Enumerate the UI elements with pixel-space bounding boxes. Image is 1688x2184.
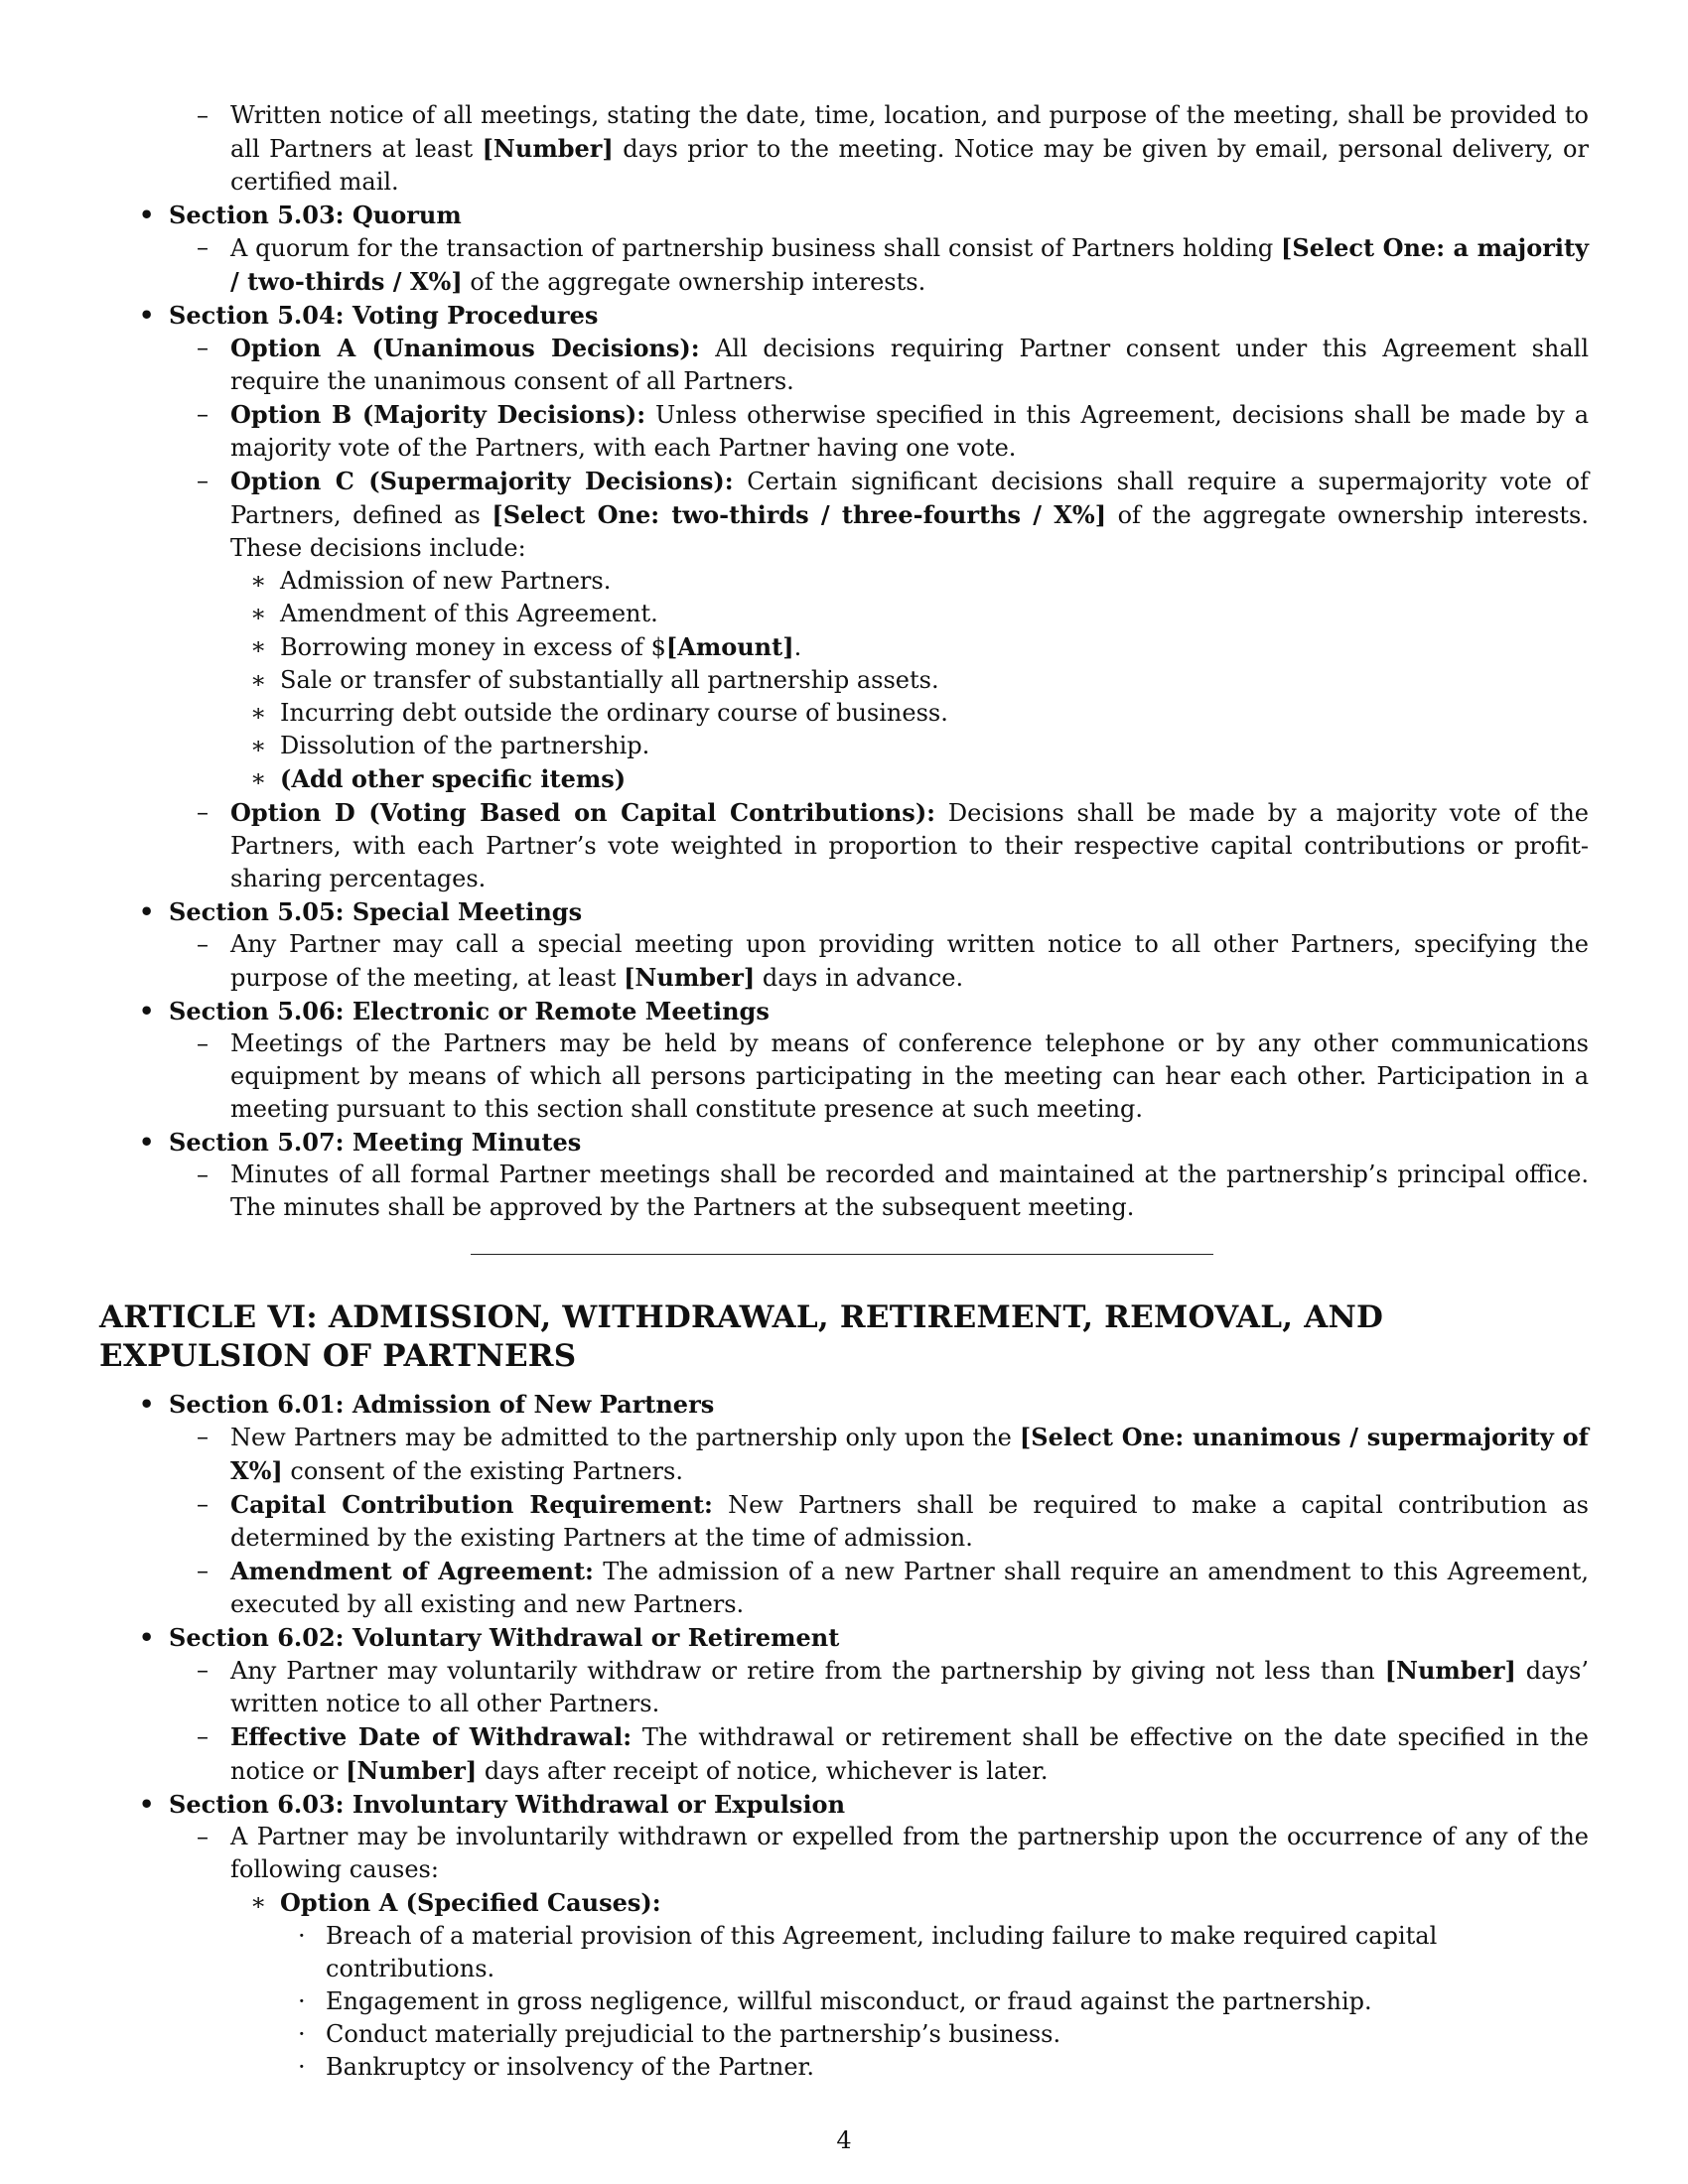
sub-list-item: ∗ Sale or transfer of substantially all partnership assets.	[250, 666, 939, 694]
list-item: – A quorum for the transaction of partnership business shall consist of Partners holding [Select One: a majority / two-thirds / X%] of the aggregate ownership interests.	[197, 233, 1590, 296]
sub-list-item: ∗ Borrowing money in excess of $[Amount].	[250, 632, 802, 661]
section-heading: • Section 6.02: Voluntary Withdrawal or Retirement	[139, 1623, 840, 1652]
horizontal-rule	[471, 1254, 1213, 1255]
section-heading: • Section 5.04: Voting Procedures	[139, 301, 599, 330]
list-item: – Option D (Voting Based on Capital Contributions): Decisions shall be made by a majority vote of the Partners, with each Partner’s vote weighted in proportion to their respective capital contributions or profit-sharing percentages.	[197, 798, 1589, 892]
dash-marker: –	[197, 101, 209, 129]
list-item: – Minutes of all formal Partner meetings shall be recorded and maintained at the partnership’s principal office. The minutes shall be approved by the Partners at the subsequent meeting.	[197, 1160, 1589, 1221]
section-heading: • Section 5.05: Special Meetings	[139, 897, 583, 926]
placeholder: [Number]	[1384, 1656, 1516, 1685]
placeholder: [Number]	[346, 1756, 478, 1785]
section-heading: • Section 5.07: Meeting Minutes	[139, 1128, 582, 1157]
cause-item: · Engagement in gross negligence, willful misconduct, or fraud against the partnership.	[298, 1987, 1372, 2015]
page-number: 4	[836, 2126, 852, 2154]
sub-list-item: ∗ Amendment of this Agreement.	[250, 600, 658, 627]
sub-list-item: ∗ Dissolution of the partnership.	[250, 732, 650, 759]
list-item: – Meetings of the Partners may be held by means of conference telephone or by any other communications equipment by means of which all persons participating in the meeting can hear each other. Participation in a meeting pursuant to this section shall constitute presence at such meeting.	[197, 1029, 1589, 1123]
list-item: – Written notice of all meetings, stating the date, time, location, and purpose of the meeting, shall be provided to all Partners at least [Number] days prior to the meeting. Notice may be given by email, personal delivery, or certified mail.	[197, 101, 1589, 196]
sub-list-item: ∗ Option A (Specified Causes):	[250, 1888, 661, 1917]
list-item: – Any Partner may call a special meeting upon providing written notice to all other Partners, specifying the purpose of the meeting, at least [Number] days in advance.	[197, 930, 1589, 992]
article-heading: ARTICLE VI: ADMISSION, WITHDRAWAL, RETIREMENT, REMOVAL, AND EXPULSION OF PARTNERS	[99, 1299, 1384, 1374]
document-page	[99, 99, 1589, 2084]
placeholder: [Number]	[482, 134, 614, 163]
sub-list-item: ∗ (Add other specific items)	[250, 764, 627, 793]
list-item: – Option B (Majority Decisions): Unless otherwise specified in this Agreement, decisions shall be made by a majority vote of the Partners, with each Partner having one vote.	[197, 400, 1589, 462]
placeholder: [Amount]	[665, 632, 794, 661]
placeholder: [Select One: two-thirds / three-fourths / X%]	[492, 500, 1107, 529]
cause-item: · Breach of a material provision of this Agreement, including failure to make required capital contributions.	[298, 1922, 1438, 1982]
sub-list-item: ∗ Incurring debt outside the ordinary course of business.	[250, 699, 948, 727]
list-item: – Any Partner may voluntarily withdraw or retire from the partnership by giving not less than [Number] days’ written notice to all other Partners.	[197, 1656, 1589, 1717]
sub-list-item: ∗ Admission of new Partners.	[99, 565, 1589, 598]
list-item: – Amendment of Agreement: The admission of a new Partner shall require an amendment to this Agreement, executed by all existing and new Partners.	[197, 1557, 1590, 1618]
list-item: – A Partner may be involuntarily withdrawn or expelled from the partnership upon the occurrence of any of the following causes:	[197, 1823, 1589, 1883]
placeholder: [Number]	[624, 963, 756, 992]
list-item: – New Partners may be admitted to the partnership only upon the [Select One: unanimous / supermajority of X%] consent of the existing Partners.	[197, 1423, 1589, 1485]
star-marker: ∗	[250, 567, 267, 595]
placeholder: [Select One: unanimous / supermajority of X%]	[230, 1423, 1589, 1485]
bullet-marker: •	[139, 201, 155, 229]
list-item: – Effective Date of Withdrawal: The withdrawal or retirement shall be effective on the date specified in the notice or [Number] days after receipt of notice, whichever is later.	[197, 1722, 1589, 1785]
section-heading: • Section 5.03: Quorum	[139, 201, 462, 229]
dot-marker: ·	[298, 1922, 306, 1950]
list-item: – Option C (Supermajority Decisions): Certain significant decisions shall require a supermajority vote of Partners, defined as [Select One: two-thirds / three-fourths / X%] of the aggregate ownership interests. These decisions include:	[197, 467, 1590, 562]
section-heading: • Section 5.06: Electronic or Remote Meetings	[139, 997, 770, 1025]
list-item: – Capital Contribution Requirement: New Partners shall be required to make a capital contribution as determined by the existing Partners at the time of admission.	[197, 1490, 1589, 1552]
cause-item: · Bankruptcy or insolvency of the Partner.	[298, 2053, 814, 2081]
placeholder: [Select One: a majority / two-thirds / X%]	[230, 233, 1590, 296]
section-heading: • Section 6.01: Admission of New Partners	[139, 1390, 715, 1419]
section-heading: • Section 6.03: Involuntary Withdrawal or Expulsion	[139, 1790, 846, 1819]
cause-item: · Conduct materially prejudicial to the partnership’s business.	[298, 2020, 1061, 2048]
list-item: – Option A (Unanimous Decisions): All decisions requiring Partner consent under this Agreement shall require the unanimous consent of all Partners.	[197, 334, 1589, 395]
